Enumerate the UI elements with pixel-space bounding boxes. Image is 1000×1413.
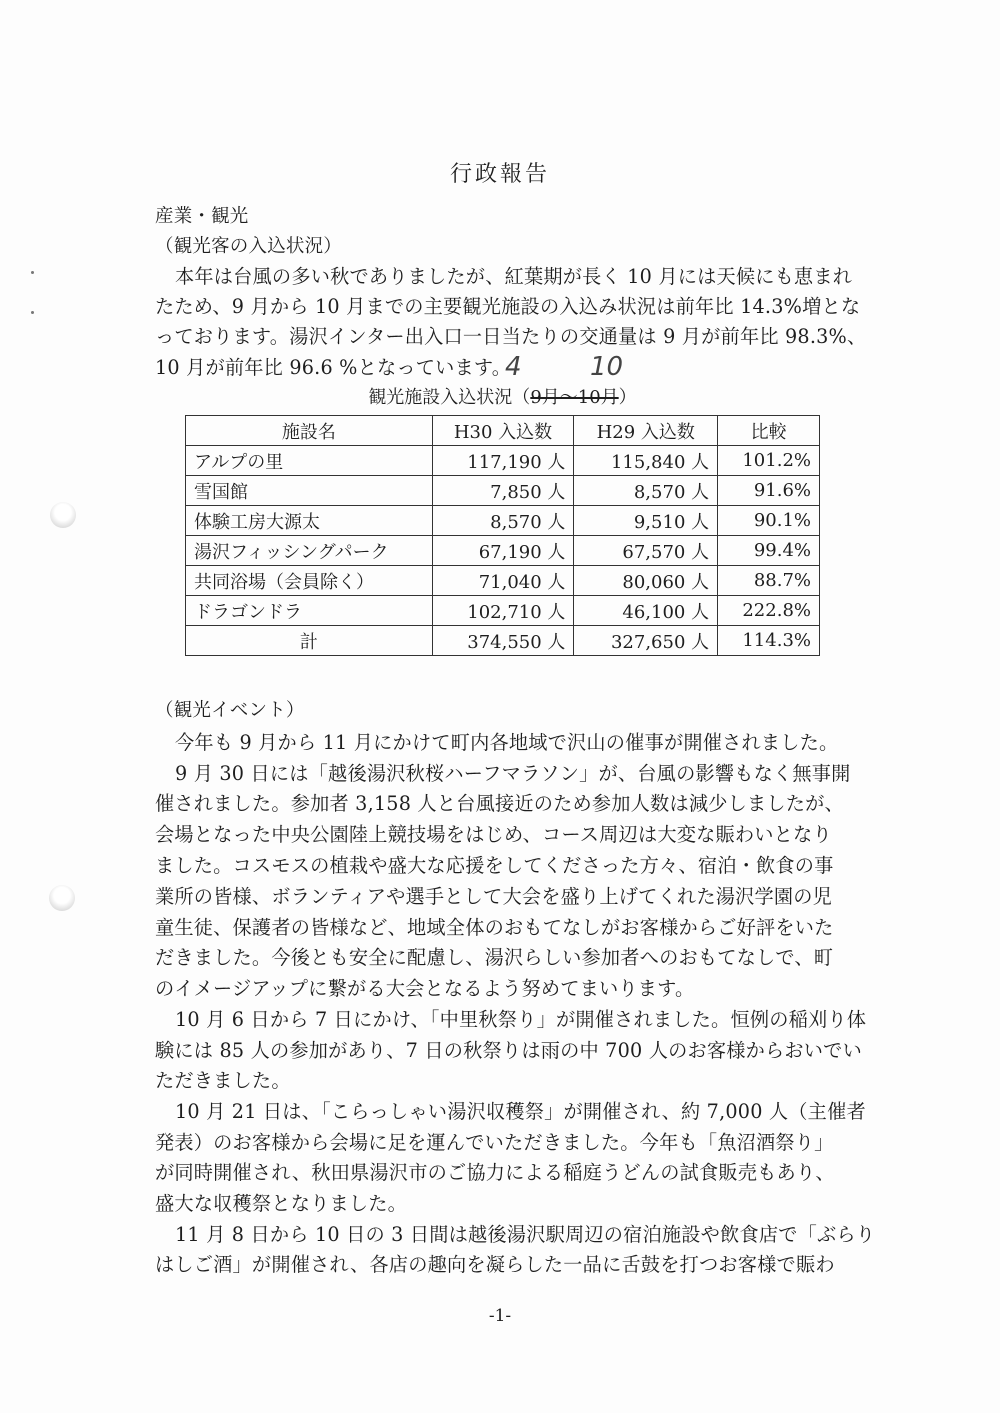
paragraph-line: 9 月 30 日には「越後湯沢秋桜ハーフマラソン」が、台風の影響もなく無事開 [175, 762, 851, 785]
facility-name: ドラゴンドラ [186, 596, 433, 626]
subsection-heading-visitors: （観光客の入込状況） [155, 236, 343, 257]
scan-speck [31, 311, 34, 314]
facility-name: 雪国館 [186, 476, 433, 506]
paragraph-line: 本年は台風の多い秋でありましたが、紅葉期が長く 10 月には天候にも恵まれ [175, 265, 853, 288]
paragraph-line: ました。コスモスの植栽や盛大な応援をしてくださった方々、宿泊・飲食の事 [155, 854, 834, 877]
h29-count: 9,510 人 [574, 506, 718, 536]
h29-count: 8,570 人 [574, 476, 718, 506]
table-row [186, 506, 820, 536]
paragraph-line: が同時開催され、秋田県湯沢市のご協力による稲庭うどんの試食販売もあり、 [155, 1161, 835, 1184]
h30-count: 67,190 人 [432, 536, 574, 566]
table-row [186, 446, 820, 476]
comparison-percent: 90.1% [718, 506, 820, 536]
comparison-percent: 222.8% [718, 596, 820, 626]
header-facility: 施設名 [186, 416, 433, 446]
paragraph-line: 11 月 8 日から 10 日の 3 日間は越後湯沢駅周辺の宿泊施設や飲食店で「ぶらり [175, 1223, 876, 1246]
paragraph-line: たため、9 月から 10 月までの主要観光施設の入込み状況は前年比 14.3%増とな [155, 295, 861, 318]
header-h30: H30 入込数 [432, 416, 574, 446]
paragraph-line: はしご酒」が開催され、各店の趣向を凝らした一品に舌鼓を打つお客様で賑わ [155, 1253, 835, 1276]
paragraph-line: 今年も 9 月から 11 月にかけて町内各地域で沢山の催事が開催されました。 [175, 731, 839, 754]
facility-name: 体験工房大源太 [186, 506, 433, 536]
paragraph-line: ただきました。 [155, 1069, 291, 1092]
comparison-percent: 99.4% [718, 536, 820, 566]
h30-count: 8,570 人 [432, 506, 574, 536]
h30-count: 117,190 人 [432, 446, 574, 476]
h30-count: 7,850 人 [432, 476, 574, 506]
paragraph-line: 盛大な収穫祭となりました。 [155, 1192, 408, 1215]
table-row [186, 536, 820, 566]
facility-name: 共同浴場（会員除く） [186, 566, 433, 596]
scan-speck [31, 271, 34, 274]
paragraph-line: 発表）のお客様から会場に足を運んでいただきました。今年も「魚沼酒祭り」 [155, 1131, 834, 1154]
facility-name: 湯沢フィッシングパーク [186, 536, 433, 566]
paragraph-line: 会場となった中央公園陸上競技場をはじめ、コース周辺は大変な賑わいとなり [155, 823, 832, 846]
handwritten-annotation: 4 [505, 352, 522, 382]
facility-visitors-table [185, 415, 820, 656]
total-h29: 327,650 人 [574, 626, 718, 656]
h29-count: 67,570 人 [574, 536, 718, 566]
paragraph-line: っております。湯沢インター出入口一日当たりの交通量は 9 月が前年比 98.3%、 [155, 325, 867, 348]
total-h30: 374,550 人 [432, 626, 574, 656]
facility-name: アルプの里 [186, 446, 433, 476]
page-number: -1- [488, 1306, 512, 1326]
paragraph-line: 10 月 21 日は、「こらっしゃい湯沢収穫祭」が開催され、約 7,000 人（主催者 [175, 1100, 866, 1123]
table-row [186, 596, 820, 626]
h30-count: 71,040 人 [432, 566, 574, 596]
h29-count: 115,840 人 [574, 446, 718, 476]
paragraph-line: 催されました。参加者 3,158 人と台風接近のため参加人数は減少しましたが、 [155, 792, 844, 815]
total-comparison: 114.3% [718, 626, 820, 656]
comparison-percent: 101.2% [718, 446, 820, 476]
paragraph-line: のイメージアップに繋がる大会となるよう努めてまいります。 [155, 977, 695, 1000]
table-row [186, 566, 820, 596]
h30-count: 102,710 人 [432, 596, 574, 626]
comparison-percent: 88.7% [718, 566, 820, 596]
table-caption-text: 観光施設入込状況（ [368, 387, 531, 408]
subsection-heading-events: （観光イベント） [155, 700, 305, 721]
table-caption-close: ） [618, 387, 637, 408]
header-h29: H29 入込数 [574, 416, 718, 446]
comparison-percent: 91.6% [718, 476, 820, 506]
page-title: 行政報告 [449, 162, 550, 187]
table-caption [185, 385, 820, 411]
header-comparison: 比較 [718, 416, 820, 446]
punch-hole-top [50, 502, 76, 528]
paragraph-line: 業所の皆様、ボランティアや選手として大会を盛り上げてくれた湯沢学園の児 [155, 885, 833, 908]
total-label: 計 [186, 626, 433, 656]
paragraph-line: 童生徒、保護者の皆様など、地域全体のおもてなしがお客様からご好評をいた [155, 916, 834, 939]
struck-period: 9月〜10月 [530, 387, 619, 408]
table-total-row [186, 626, 820, 656]
table-header-row [186, 416, 820, 446]
handwritten-annotation: 10 [590, 352, 624, 382]
section-heading: 産業・観光 [155, 206, 249, 227]
paragraph-line: 10 月 6 日から 7 日にかけ、「中里秋祭り」が開催されました。恒例の稲刈り体 [175, 1008, 867, 1031]
paragraph-line: 10 月が前年比 96.6 %となっています。 [155, 356, 512, 379]
h29-count: 46,100 人 [574, 596, 718, 626]
punch-hole-bottom [49, 885, 75, 911]
paragraph-line: だきました。今後とも安全に配慮し、湯沢らしい参加者へのおもてなしで、町 [155, 946, 834, 969]
h29-count: 80,060 人 [574, 566, 718, 596]
table-row [186, 476, 820, 506]
paragraph-line: 験には 85 人の参加があり、7 日の秋祭りは雨の中 700 人のお客様からおいでい [155, 1039, 862, 1062]
